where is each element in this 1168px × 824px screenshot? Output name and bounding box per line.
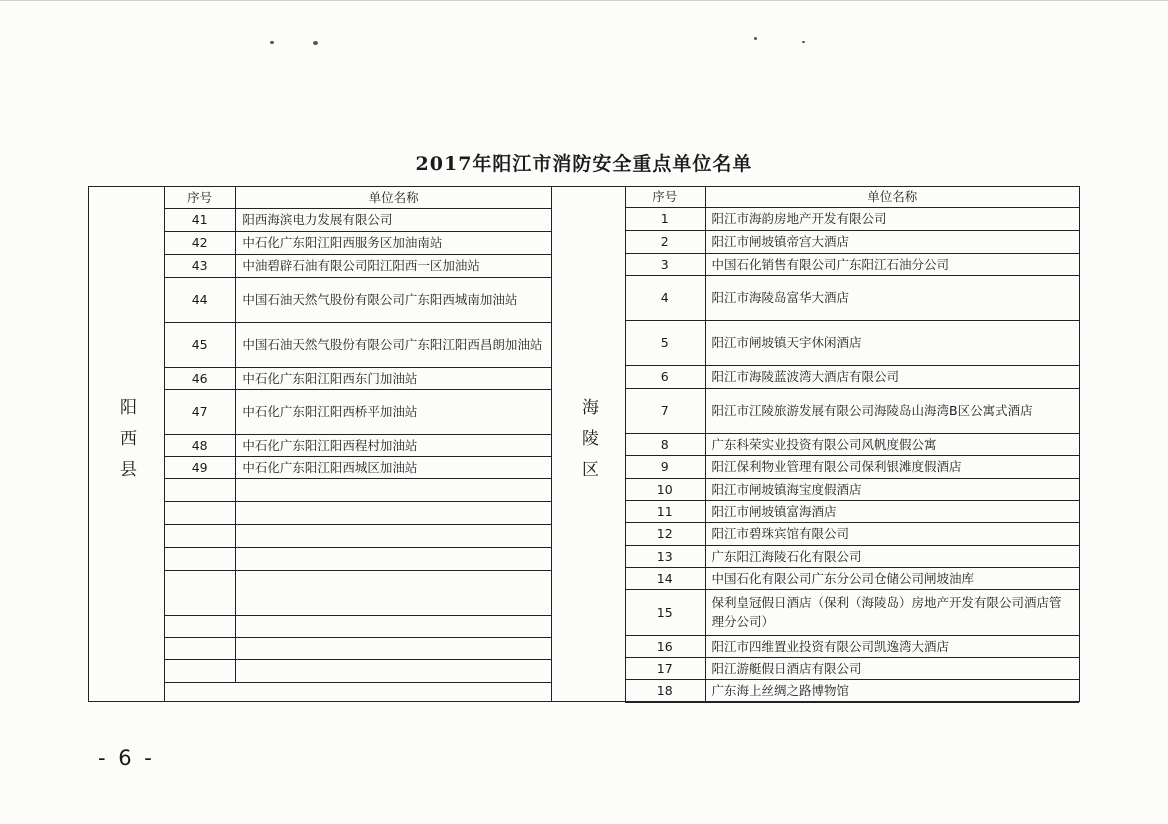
row-unit-name: 广东阳江海陵石化有限公司 (705, 545, 1079, 567)
row-index: 9 (625, 455, 705, 478)
table-row (625, 388, 1079, 433)
table-row (625, 365, 1079, 388)
row-unit-name: 阳江保利物业管理有限公司保利银滩度假酒店 (705, 455, 1079, 478)
table-row (625, 500, 1079, 522)
table-row (164, 389, 551, 434)
table-row (164, 434, 551, 456)
empty-row (164, 659, 551, 682)
row-index: 10 (625, 478, 705, 500)
row-unit-name: 阳西海滨电力发展有限公司 (236, 208, 551, 231)
index-header: 序号 (625, 187, 705, 207)
empty-row (164, 637, 551, 659)
table-row (625, 522, 1079, 545)
table-row (625, 567, 1079, 589)
document-title: 2017年阳江市消防安全重点单位名单 (415, 153, 753, 175)
row-index: 15 (625, 589, 705, 635)
table-row (625, 478, 1079, 500)
index-header: 序号 (164, 187, 236, 208)
table-row (625, 207, 1079, 230)
table-row (625, 589, 1079, 635)
row-unit-name: 阳江市江陵旅游发展有限公司海陵岛山海湾B区公寓式酒店 (705, 388, 1079, 433)
row-unit-name: 阳江市四维置业投资有限公司凯逸湾大酒店 (705, 635, 1079, 657)
row-unit-name: 阳江市闸坡镇海宝度假酒店 (705, 478, 1079, 500)
table-row (164, 254, 551, 277)
table-row (164, 277, 551, 322)
empty-row (164, 570, 551, 615)
row-index: 14 (625, 567, 705, 589)
row-unit-name: 中国石化销售有限公司广东阳江石油分公司 (705, 253, 1079, 275)
row-index: 4 (625, 275, 705, 320)
row-unit-name: 阳江市碧珠宾馆有限公司 (705, 522, 1079, 545)
row-index: 12 (625, 522, 705, 545)
row-unit-name: 中国石油天然气股份有限公司广东阳西城南加油站 (236, 277, 551, 322)
name-header: 单位名称 (705, 187, 1079, 207)
row-unit-name: 阳江市闸坡镇帝宫大酒店 (705, 230, 1079, 253)
row-unit-name: 阳江市闸坡镇天宇休闲酒店 (705, 320, 1079, 365)
table-row (164, 208, 551, 231)
table-row (625, 635, 1079, 657)
unit-list-table (625, 187, 1079, 703)
scan-speck (313, 41, 318, 45)
row-unit-name: 中石化广东阳江阳西服务区加油南站 (236, 231, 551, 254)
row-unit-name: 中石化广东阳江阳西东门加油站 (236, 367, 551, 389)
row-unit-name: 中油碧辟石油有限公司阳江阳西一区加油站 (236, 254, 551, 277)
row-index: 7 (625, 388, 705, 433)
table-row (625, 230, 1079, 253)
scan-speck (270, 41, 274, 44)
row-unit-name: 中国石油天然气股份有限公司广东阳江阳西昌朗加油站 (236, 322, 551, 367)
table-header-row (625, 187, 1079, 207)
empty-row (164, 615, 551, 637)
row-unit-name: 中石化广东阳江阳西城区加油站 (236, 456, 551, 478)
page-number: - 6 - (98, 746, 155, 770)
row-index: 8 (625, 433, 705, 455)
row-index: 2 (625, 230, 705, 253)
row-index: 47 (164, 389, 236, 434)
district-label-yangxi (89, 187, 165, 701)
hailing-table (551, 186, 1080, 702)
row-index: 46 (164, 367, 236, 389)
scan-speck (802, 41, 805, 43)
district-name: 阳西县 (116, 397, 136, 491)
table-row (164, 456, 551, 478)
row-index: 13 (625, 545, 705, 567)
row-index: 49 (164, 456, 236, 478)
row-index: 41 (164, 208, 236, 231)
table-row (625, 545, 1079, 567)
row-unit-name: 广东科荣实业投资有限公司风帆度假公寓 (705, 433, 1079, 455)
row-index: 48 (164, 434, 236, 456)
unit-list-table (164, 187, 551, 683)
district-name: 海陵区 (578, 397, 598, 491)
row-unit-name: 阳江市闸坡镇富海酒店 (705, 500, 1079, 522)
table-row (625, 433, 1079, 455)
name-header: 单位名称 (236, 187, 551, 208)
row-index: 18 (625, 679, 705, 702)
table-row (625, 455, 1079, 478)
table-row (164, 231, 551, 254)
yangxi-table (88, 186, 552, 702)
row-unit-name: 阳江市海韵房地产开发有限公司 (705, 207, 1079, 230)
scan-speck (754, 37, 757, 40)
row-index: 3 (625, 253, 705, 275)
table-row (164, 322, 551, 367)
table-row (625, 679, 1079, 702)
row-unit-name: 阳江游艇假日酒店有限公司 (705, 657, 1079, 679)
row-unit-name: 中石化广东阳江阳西程村加油站 (236, 434, 551, 456)
row-index: 43 (164, 254, 236, 277)
row-index: 1 (625, 207, 705, 230)
table-header-row (164, 187, 551, 208)
row-index: 11 (625, 500, 705, 522)
top-scan-edge (0, 0, 1168, 1)
row-unit-name: 中石化广东阳江阳西桥平加油站 (236, 389, 551, 434)
empty-row (164, 501, 551, 524)
row-index: 42 (164, 231, 236, 254)
row-unit-name: 阳江市海陵蓝波湾大酒店有限公司 (705, 365, 1079, 388)
row-unit-name: 广东海上丝绸之路博物馆 (705, 679, 1079, 702)
table-row (625, 275, 1079, 320)
row-index: 17 (625, 657, 705, 679)
empty-row (164, 524, 551, 547)
table-row (625, 253, 1079, 275)
table-row (164, 367, 551, 389)
row-index: 5 (625, 320, 705, 365)
row-index: 6 (625, 365, 705, 388)
row-unit-name: 阳江市海陵岛富华大酒店 (705, 275, 1079, 320)
row-index: 16 (625, 635, 705, 657)
row-index: 44 (164, 277, 236, 322)
row-unit-name: 保利皇冠假日酒店（保利（海陵岛）房地产开发有限公司酒店管理分公司） (705, 589, 1079, 635)
row-unit-name: 中国石化有限公司广东分公司仓储公司闸坡油库 (705, 567, 1079, 589)
district-label-hailing (552, 187, 626, 701)
row-index: 45 (164, 322, 236, 367)
table-row (625, 657, 1079, 679)
empty-row (164, 478, 551, 501)
table-row (625, 320, 1079, 365)
empty-row (164, 547, 551, 570)
